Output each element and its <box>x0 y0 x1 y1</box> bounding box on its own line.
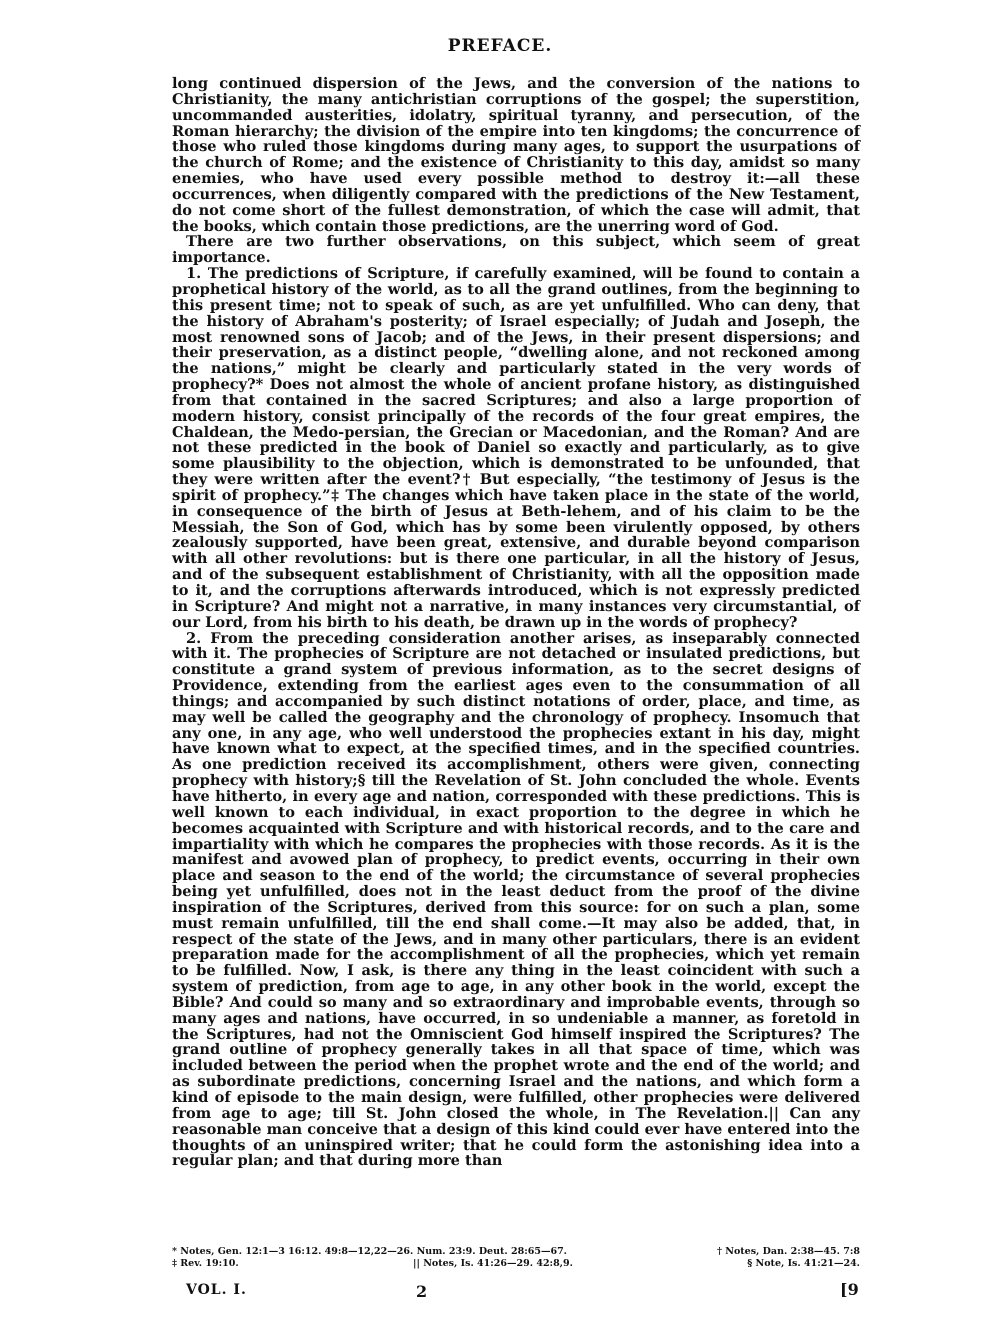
footnote-isaiah-26: || Notes, Is. 41:26—29. 42:8,9. <box>413 1258 573 1269</box>
footnote-daniel: † Notes, Dan. 2:38—45. 7:8 <box>716 1246 860 1257</box>
paragraph-continued: long continued dispersion of the Jews, and the conversion of the nations to Christianity, the many antichristian corruptions of the gospel; the superstition, uncommanded austerities, idolatry, spiritual tyranny, and persecution, of the Roman hierarchy; the division of the empire into ten kingdoms; the concurrence of those who ruled those kingdoms during many ages, to support the usurpations of the church of Rome; and the existence of Christianity to this day, amidst so many enemies, who have used every possible method to destroy it:—all these occurrences, when diligently compared with the predictions of the New Testament, do not come short of the fullest demonstration, of which the case will admit, that the books, which contain those predictions, are the unerring word of God. <box>172 75 860 235</box>
paragraph-observations: There are two further observations, on this subject, which seem of great importance. <box>172 233 860 267</box>
footnote-row <box>172 1258 860 1270</box>
catchword: [9 <box>840 1280 859 1299</box>
footnotes <box>172 1246 860 1270</box>
signature-mark: 2 <box>416 1282 428 1301</box>
paragraph-point-one: 1. The predictions of Scripture, if carefully examined, will be found to contain a prophetical history of the world, as to all the grand outlines, from the beginning to this present time; not to speak of such, as are yet unfulfilled. Who can deny, that the history of Abraham's posterity; of Israel especially; of Judah and Joseph, the most renowned sons of Jacob; and of the Jews, in their present dispersions; and their preservation, as a distinct people, “dwelling alone, and not reckoned among the nations,” might be clearly and particularly stated in the very words of prophecy?* Does not almost the whole of ancient profane history, as distinguished from that contained in the sacred Scriptures; and also a large proportion of modern history, consist principally of the records of the four great empires, the Chaldean, the Medo-persian, the Grecian or Macedonian, and the Roman? And are not these predicted in the book of Daniel so exactly and particularly, as to give some plausibility to the objection, which is demonstrated to be unfounded, that they were written after the event?† But especially, “the testimony of Jesus is the spirit of prophecy.”‡ The changes which have taken place in the state of the world, in consequence of the birth of Jesus at Beth-lehem, and of his claim to be the Messiah, the Son of God, which has by some been virulently opposed, by others zealously supported, have been great, extensive, and durable beyond comparison with all other revolutions: but is there one particular, in all the history of Jesus, and of the subsequent establishment of Christianity, with all the opposition made to it, and the corruptions afterwards introduced, which is not expressly predicted in Scripture? And might not a narrative, in many instances very circumstantial, of our Lord, from his birth to his death, be drawn up in the words of prophecy? <box>172 265 860 631</box>
page-title: PREFACE. <box>447 36 553 56</box>
footnote-genesis: * Notes, Gen. 12:1—3 16:12. 49:8—12,22—26. Num. 23:9. Deut. 28:65—67. <box>172 1246 567 1257</box>
body-text <box>172 76 860 1169</box>
footnote-isaiah-21: § Note, Is. 41:21—24. <box>747 1258 860 1269</box>
volume-label: VOL. I. <box>186 1282 247 1298</box>
footnote-row <box>172 1246 860 1258</box>
paragraph-point-two: 2. From the preceding consideration another arises, as inseparably connected with it. The prophecies of Scripture are not detached or insulated predictions, but constitute a grand system of previous information, as to the secret designs of Providence, extending from the earliest ages even to the consummation of all things; and accompanied by such distinct notations of order, place, and time, as may well be called the geography and the chronology of prophecy. Insomuch that any one, in any age, who well understood the prophecies extant in his day, might have known what to expect, at the specified times, and in the specified countries. As one prediction received its accomplishment, others were given, connecting prophecy with history;§ till the Revelation of St. John concluded the whole. Events have hitherto, in every age and nation, corresponded with these predictions. This is well known to each individual, in exact proportion to the degree in which he becomes acquainted with Scripture and with historical records, and to the care and impartiality with which he compares the prophecies with those records. As it is the manifest and avowed plan of prophecy, to predict events, occurring in their own place and season to the end of the world; the circumstance of several prophecies being yet unfulfilled, does not in the least deduct from the proof of the divine inspiration of the Scriptures, derived from this source: for on such a plan, some must remain unfulfilled, till the end shall come.—It may also be added, that, in respect of the state of the Jews, and in many other particulars, there is an evident preparation made for the accomplishment of all the prophecies, which yet remain to be fulfilled. Now, I ask, is there any thing in the least coincident with such a system of prediction, from age to age, in any other book in the world, except the Bible? And could so many and so extraordinary and improbable events, through so many ages and nations, have occurred, in so undeniable a manner, as foretold in the Scriptures, had not the Omniscient God himself inspired the Scriptures? The grand outline of prophecy generally takes in all that space of time, which was included between the period when the prophet wrote and the end of the world; and as subordinate predictions, concerning Israel and the nations, and which form a kind of episode to the main design, were fulfilled, other prophecies were delivered from age to age; till St. John closed the whole, in The Revelation.|| Can any reasonable man conceive that a design of this kind could ever have entered into the thoughts of an uninspired writer; that he could form the astonishing idea into a regular plan; and that during more than <box>172 629 860 1170</box>
footnote-revelation: ‡ Rev. 19:10. <box>172 1258 239 1269</box>
